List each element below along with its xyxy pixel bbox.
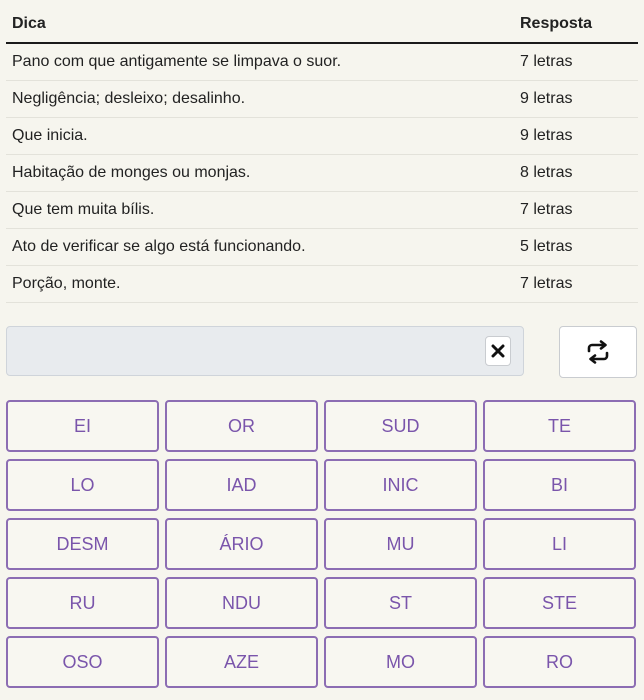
answer-length: 8 letras xyxy=(514,155,638,192)
table-row xyxy=(6,266,638,303)
table-row xyxy=(6,81,638,118)
answer-length: 5 letras xyxy=(514,229,638,266)
syllable-tile[interactable]: INIC xyxy=(324,459,477,511)
syllable-tile[interactable]: MU xyxy=(324,518,477,570)
table-row xyxy=(6,192,638,229)
answer-length: 7 letras xyxy=(514,266,638,303)
answer-length: 7 letras xyxy=(514,192,638,229)
syllable-tile[interactable]: EI xyxy=(6,400,159,452)
clue-column-header: Dica xyxy=(6,6,514,43)
syllable-tile[interactable]: BI xyxy=(483,459,636,511)
syllable-tile[interactable]: TE xyxy=(483,400,636,452)
answer-input[interactable] xyxy=(6,326,524,376)
syllable-tile[interactable]: RU xyxy=(6,577,159,629)
table-row xyxy=(6,229,638,266)
syllable-tile[interactable]: MO xyxy=(324,636,477,688)
clue-text: Que tem muita bílis. xyxy=(6,192,514,229)
answer-length: 9 letras xyxy=(514,118,638,155)
clue-text: Ato de verificar se algo está funcionando. xyxy=(6,229,514,266)
syllable-tile[interactable]: SUD xyxy=(324,400,477,452)
clue-text: Habitação de monges ou monjas. xyxy=(6,155,514,192)
syllable-tile[interactable]: AZE xyxy=(165,636,318,688)
syllable-tile[interactable]: LO xyxy=(6,459,159,511)
syllable-tile-grid xyxy=(6,400,636,688)
clear-answer-button[interactable] xyxy=(485,336,511,366)
answer-length: 9 letras xyxy=(514,81,638,118)
answer-length: 7 letras xyxy=(514,43,638,81)
syllable-tile[interactable]: ÁRIO xyxy=(165,518,318,570)
syllable-tile[interactable]: DESM xyxy=(6,518,159,570)
syllable-tile[interactable]: IAD xyxy=(165,459,318,511)
syllable-tile[interactable]: LI xyxy=(483,518,636,570)
table-row xyxy=(6,43,638,81)
close-x-icon xyxy=(491,344,505,358)
clue-text: Pano com que antigamente se limpava o suor. xyxy=(6,43,514,81)
syllable-tile[interactable]: NDU xyxy=(165,577,318,629)
syllable-tile[interactable]: RO xyxy=(483,636,636,688)
table-row xyxy=(6,155,638,192)
table-row xyxy=(6,118,638,155)
shuffle-arrows-icon xyxy=(585,340,611,364)
answer-column-header: Resposta xyxy=(514,6,638,43)
clues-header-row xyxy=(6,6,638,43)
clues-table xyxy=(6,6,638,303)
clue-text: Que inicia. xyxy=(6,118,514,155)
clue-text: Negligência; desleixo; desalinho. xyxy=(6,81,514,118)
syllable-tile[interactable]: OSO xyxy=(6,636,159,688)
clue-text: Porção, monte. xyxy=(6,266,514,303)
shuffle-button[interactable] xyxy=(559,326,637,378)
syllable-tile[interactable]: OR xyxy=(165,400,318,452)
syllable-tile[interactable]: ST xyxy=(324,577,477,629)
syllable-tile[interactable]: STE xyxy=(483,577,636,629)
